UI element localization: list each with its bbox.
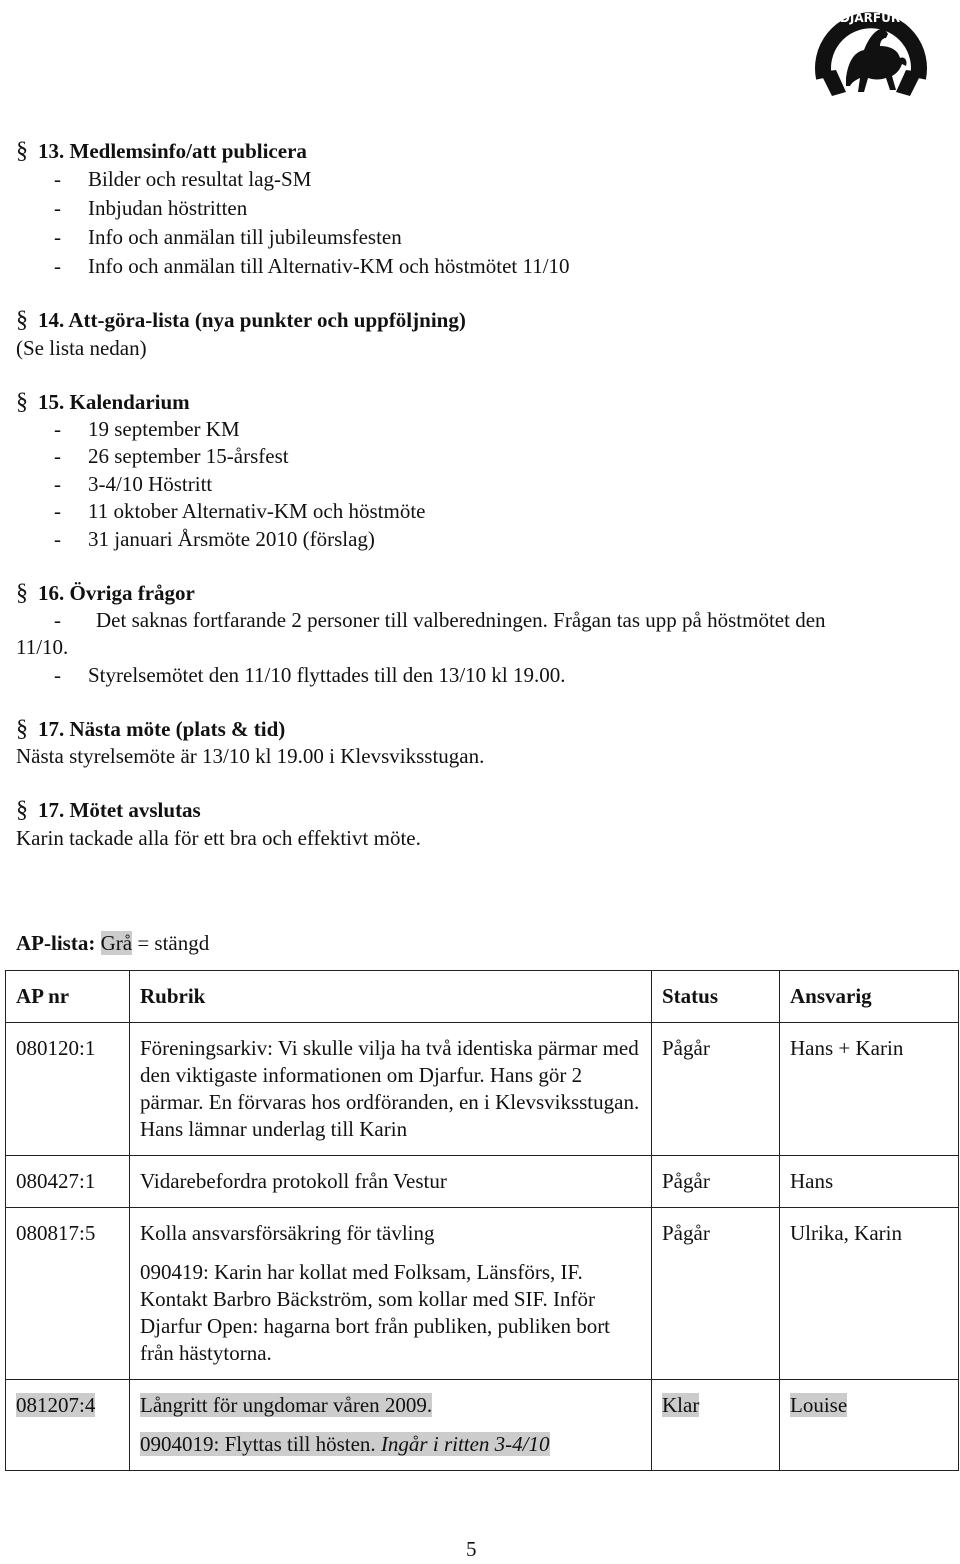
section-13-item: - Bilder och resultat lag-SM [54,167,312,191]
col-header-ansvarig: Ansvarig [780,971,959,1023]
calendar-item: - 11 oktober Alternativ-KM och höstmöte [54,499,426,523]
table-row [6,1156,959,1208]
cell-rubrik: Föreningsarkiv: Vi skulle vilja ha två identiska pärmar med den viktigaste informationen om Djarfur. Hans gör 2 pärmar. En förvaras hos ordföranden, en i Klevsviksstugan. Hans lämnar underlag till Karin [130,1023,652,1156]
col-header-status: Status [652,971,780,1023]
calendar-item: - 31 januari Årsmöte 2010 (förslag) [54,527,375,551]
cell-rubrik [130,1380,652,1471]
cell-ansvarig: Louise [780,1380,959,1471]
cell-status: Klar [652,1380,780,1471]
cell-rubrik [130,1208,652,1380]
rubrik-text: Långritt för ungdomar våren 2009. [140,1393,433,1417]
cell-ap-nr: 080120:1 [6,1023,130,1156]
rubrik-note: 0904019: Flyttas till hösten. Ingår i ritten 3-4/10 [140,1432,550,1456]
section-13-item: - Info och anmälan till jubileumsfesten [54,225,402,249]
table-header-row [6,971,959,1023]
section-13-item: - Inbjudan höstritten [54,196,248,220]
section-14-body: (Se lista nedan) [16,336,147,360]
calendar-item: - 26 september 15-årsfest [54,444,289,468]
section-17-closing-heading: § 17. Mötet avslutas [16,797,201,823]
section-16-item-cont: 11/10. [16,635,69,659]
section-16-item: - Det saknas fortfarande 2 personer till valberedningen. Frågan tas upp på höstmötet den [54,608,826,632]
logo-lettering: DJARFUR [839,11,901,25]
col-header-rubrik: Rubrik [130,971,652,1023]
section-17-next-meeting-heading: § 17. Nästa möte (plats & tid) [16,716,286,742]
cell-ap-nr: 081207:4 [6,1380,130,1471]
horse-logo-icon [806,0,934,108]
calendar-item: - 19 september KM [54,417,240,441]
ap-list-legend-text: = stängd [132,931,210,955]
cell-status: Pågår [652,1156,780,1208]
section-13-item: - Info och anmälan till Alternativ-KM och höstmötet 11/10 [54,254,570,278]
cell-ansvarig: Hans + Karin [780,1023,959,1156]
djarfur-logo [806,0,934,108]
table-row [6,1023,959,1156]
ap-list-legend-gray: Grå [100,931,133,955]
table-row [6,1208,959,1380]
table-row-closed [6,1380,959,1471]
section-14-heading: § 14. Att-göra-lista (nya punkter och uppföljning) [16,307,466,333]
section-16-heading: § 16. Övriga frågor [16,580,195,606]
section-16-item: - Styrelsemötet den 11/10 flyttades till den 13/10 kl 19.00. [54,663,566,687]
section-13-heading: § 13. Medlemsinfo/att publicera [16,138,307,164]
section-17-closing-body: Karin tackade alla för ett bra och effektivt möte. [16,826,421,850]
cell-status: Pågår [652,1208,780,1380]
cell-ap-nr: 080817:5 [6,1208,130,1380]
ap-table [5,970,959,1471]
cell-ansvarig: Hans [780,1156,959,1208]
cell-rubrik: Vidarebefordra protokoll från Vestur [130,1156,652,1208]
col-header-ap-nr: AP nr [6,971,130,1023]
ap-list-label: AP-lista: Grå = stängd [16,931,210,955]
cell-ansvarig: Ulrika, Karin [780,1208,959,1380]
section-17-next-meeting-body: Nästa styrelsemöte är 13/10 kl 19.00 i Klevsviksstugan. [16,744,485,768]
rubrik-note: 090419: Karin har kollat med Folksam, Länsförs, IF. Kontakt Barbro Bäckström, som kollar med SIF. Inför Djarfur Open: hagarna bort från publiken, publiken bort från hästytorna. [140,1260,611,1365]
section-15-heading: § 15. Kalendarium [16,389,190,415]
page-number: 5 [466,1537,477,1561]
rubrik-text: Kolla ansvarsförsäkring för tävling [140,1221,435,1245]
calendar-item: - 3-4/10 Höstritt [54,472,213,496]
cell-ap-nr: 080427:1 [6,1156,130,1208]
cell-status: Pågår [652,1023,780,1156]
